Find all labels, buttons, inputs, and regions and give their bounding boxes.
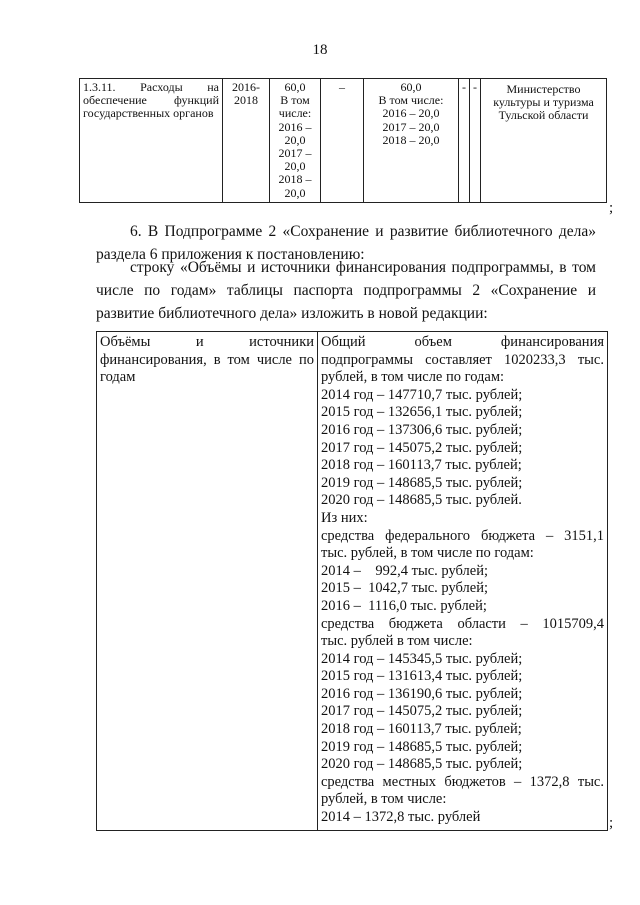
executor-cell: Министерство культуры и туризма Тульской области	[481, 79, 607, 203]
funding-line: средства бюджета области – 1015709,4	[321, 615, 604, 632]
total-line: В том	[280, 93, 310, 108]
funding-table	[96, 331, 608, 831]
total-line: 20,0	[284, 132, 306, 147]
federal-budget-cell: –	[321, 79, 364, 203]
funding-line: средства местных бюджетов – 1372,8 тыс.	[321, 773, 604, 790]
funding-line: 2017 год – 145075,2 тыс. рублей;	[321, 439, 523, 456]
regional-line: 2016 – 20,0	[382, 106, 440, 121]
regional-line: В том числе:	[378, 93, 444, 108]
funding-line: 2019 год – 148685,5 тыс. рублей;	[321, 474, 523, 491]
funding-line: 2016 год – 136190,6 тыс. рублей;	[321, 685, 523, 702]
total-line: 2017 –	[278, 145, 312, 160]
program-measures-table	[79, 78, 607, 203]
funding-line: 2014 год – 145345,5 тыс. рублей;	[321, 650, 523, 667]
regional-line: 2018 – 20,0	[382, 132, 440, 147]
paragraph-instruction: строку «Объёмы и источники финансирования подпрограммы, в том числе по годам» таблицы паспорта подпрограммы 2 «Сохранение и развитие библиотечного дела» изложить в новой редакции:	[96, 259, 596, 322]
regional-line: 60,0	[400, 80, 422, 94]
funding-line: 2014 – 992,4 тыс. рублей;	[321, 562, 488, 579]
funding-line: 2018 год – 160113,7 тыс. рублей;	[321, 457, 522, 474]
years-cell: 2016-2018	[223, 79, 270, 203]
total-line: 2016 –	[278, 119, 312, 134]
semicolon: ;	[609, 815, 614, 831]
funding-line: подпрограммы составляет 1020233,3 тыс.	[321, 351, 604, 368]
funding-line: 2020 год – 148685,5 тыс. рублей.	[321, 492, 522, 509]
funding-line: тыс. рублей в том числе:	[321, 633, 473, 650]
funding-label-line: Объёмы и источники	[100, 334, 314, 350]
table-row	[80, 79, 607, 203]
funding-line: 2014 год – 147710,7 тыс. рублей;	[321, 386, 523, 403]
funding-line: Общий объем финансирования	[321, 334, 604, 350]
funding-value-cell	[318, 332, 608, 831]
funding-line: средства федерального бюджета – 3151,1	[321, 527, 604, 544]
regional-budget-cell	[364, 79, 459, 203]
funding-line: 2015 год – 131613,4 тыс. рублей;	[321, 668, 523, 685]
total-line: 20,0	[284, 185, 306, 200]
paragraph-amendment: 6. В Подпрограмме 2 «Сохранение и развитие библиотечного дела» раздела 6 приложения к постановлению:	[96, 223, 596, 263]
funding-line: 2016 год – 137306,6 тыс. рублей;	[321, 421, 523, 438]
regional-line: 2017 – 20,0	[382, 119, 440, 134]
total-line: 2018 –	[278, 172, 312, 187]
funding-line: 2015 год – 132656,1 тыс. рублей;	[321, 404, 523, 421]
total-cell	[270, 79, 321, 203]
funding-line: рублей, в том числе:	[321, 791, 447, 808]
funding-line: 2015 – 1042,7 тыс. рублей;	[321, 580, 488, 597]
funding-line: 2019 год – 148685,5 тыс. рублей;	[321, 738, 523, 755]
funding-line: 2018 год – 160113,7 тыс. рублей;	[321, 721, 522, 738]
item-name-cell: 1.3.11. Расходы на обеспечение функций государственных органов	[80, 79, 223, 203]
funding-line: Из них:	[321, 509, 368, 526]
funding-label-cell	[97, 332, 318, 831]
semicolon: ;	[609, 200, 614, 216]
page-number: 18	[312, 42, 328, 58]
total-line: 60,0	[284, 80, 306, 94]
funding-line: тыс. рублей, в том числе по годам:	[321, 545, 534, 562]
other-sources-cell: -	[470, 79, 481, 203]
funding-line: 2020 год – 148685,5 тыс. рублей;	[321, 756, 523, 773]
funding-line: 2016 – 1116,0 тыс. рублей;	[321, 597, 487, 614]
table-row	[97, 332, 608, 831]
funding-label-rest: финансирования, в том числе по годам	[100, 351, 314, 386]
total-line: числе:	[278, 106, 312, 121]
local-budget-cell: -	[459, 79, 470, 203]
funding-line: 2014 – 1372,8 тыс. рублей	[321, 809, 481, 826]
funding-line: рублей, в том числе по годам:	[321, 369, 505, 386]
total-line: 20,0	[284, 159, 306, 174]
funding-line: 2017 год – 145075,2 тыс. рублей;	[321, 703, 523, 720]
